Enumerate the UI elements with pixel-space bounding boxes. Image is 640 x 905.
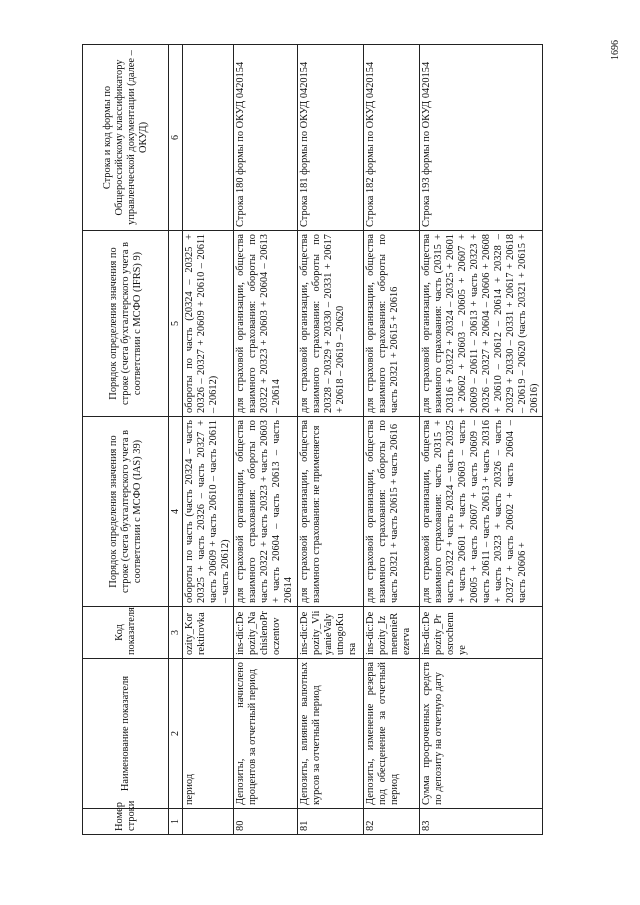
column-number: 2 xyxy=(169,659,183,809)
rotated-table-container xyxy=(82,45,538,835)
column-number: 6 xyxy=(169,45,183,231)
table-row xyxy=(298,45,364,835)
okud-reference: Строка 182 формы по ОКУД 0420154 xyxy=(364,45,420,231)
row-number: 83 xyxy=(420,809,543,835)
indicator-code: ins-dic:Depozity_Prosrochennye xyxy=(420,607,543,659)
row-number: 80 xyxy=(234,809,298,835)
indicator-code: ins-dic:Depozity_VliyanieValyutnogoKursa xyxy=(298,607,364,659)
header-okud-ref: Строка и код формы по Общероссийскому классификатору управленческой документации (далее – ОКУД) xyxy=(83,45,169,231)
indicator-name: Депозиты, начислено процентов за отчетный период xyxy=(234,659,298,809)
column-number-row xyxy=(169,45,183,835)
column-number: 3 xyxy=(169,607,183,659)
header-ifrs9-rule: Порядок определения значения по строке (счета бухгалтерского учета в соответствии с МСФО (IFRS) 9) xyxy=(83,231,169,417)
okud-reference: Строка 180 формы по ОКУД 0420154 xyxy=(234,45,298,231)
ifrs9-rule: для страховой организации, общества взаимного страхования: обороты по 20322 + 20323 + 20603 + 20604 – 20613 – 20614 xyxy=(234,231,298,417)
ias39-rule: для страховой организации, общества взаимного страхования: обороты по часть 20321 + часть 20615 + часть 20616 xyxy=(364,417,420,607)
header-row xyxy=(83,45,169,835)
indicator-name: Сумма просроченных средств по депозиту на отчетную дату xyxy=(420,659,543,809)
okud-reference: Строка 181 формы по ОКУД 0420154 xyxy=(298,45,364,231)
header-ias39-rule: Порядок определения значения по строке (счета бухгалтерского учета в соответствии с МСФО (IAS) 39) xyxy=(83,417,169,607)
indicator-code: ins-dic:Depozity_NachislenoProczentov xyxy=(234,607,298,659)
column-number: 1 xyxy=(169,809,183,835)
okud-reference: Строка 193 формы по ОКУД 0420154 xyxy=(420,45,543,231)
header-indicator-code: Код показателя xyxy=(83,607,169,659)
ifrs9-rule: для страховой организации, общества взаимного страхования: часть (20315 + 20316 + 20322 + 20324 – 20325 + 20601 + 20602 + 20603 – 20605 + 20607 + 20609 – 20611 – 20613 + часть 20323 + 20326 – 20327 + 20604 – 20606 + 20608 + 20610 – 20612 – 20614 + 20328 – 20329 + 20330 – 20331 + 20617 + 20618 – 20619 – 20620 (часть 20321 + 20615 + 20616) xyxy=(420,231,543,417)
ias39-rule: для страховой организации, общества взаимного страхования: не применяется xyxy=(298,417,364,607)
table-row xyxy=(420,45,543,835)
indicator-table xyxy=(82,44,543,835)
ias39-rule: для страховой организации, общества взаимного страхования: обороты по часть 20322 + часть 20323 + часть 20603 + часть 20604 – часть 20613 – часть 20614 xyxy=(234,417,298,607)
table-row xyxy=(183,45,234,835)
indicator-code: ins-dic:Depozity_IzmenenieRezervа xyxy=(364,607,420,659)
indicator-name: Депозиты, влияние валютных курсов за отчетный период xyxy=(298,659,364,809)
page-number: 1696 xyxy=(610,40,621,60)
table-row xyxy=(234,45,298,835)
ifrs9-rule: для страховой организации, общества взаимного страхования: обороты по часть 20321 + 20615 + 20616 xyxy=(364,231,420,417)
ifrs9-rule: для страховой организации, общества взаимного страхования: обороты по 20328 – 20329 + 20330 – 20331 + 20617 + 20618 – 20619 – 20620 xyxy=(298,231,364,417)
table-row xyxy=(364,45,420,835)
header-row-number: Номер строки xyxy=(83,809,169,835)
row-number: 82 xyxy=(364,809,420,835)
ias39-rule: для страховой организации, общества взаимного страхования: часть 20315 + часть 20322 + часть 20324 – часть 20325 + часть 20601 + часть 20603 – часть 20605 + часть 20607 + часть 20609 – часть 20611 – часть 20613 + часть 20316 + часть 20323 + часть 20326 – часть 20327 + часть 20602 + часть 20604 – часть 20606 + xyxy=(420,417,543,607)
column-number: 5 xyxy=(169,231,183,417)
header-indicator-name: Наименование показателя xyxy=(83,659,169,809)
indicator-code: ozity_Korrektirovka xyxy=(183,607,234,659)
indicator-name: Депозиты, изменение резерва под обесценение за отчетный период xyxy=(364,659,420,809)
ifrs9-rule: обороты по часть (20324 – 20325 + 20326 – 20327 + 20609 + 20610 – 20611 – 20612) xyxy=(183,231,234,417)
row-number xyxy=(183,809,234,835)
ias39-rule: обороты по часть (часть 20324 – часть 20325 + часть 20326 – часть 20327 + часть 20609 + часть 20610 – часть 20611 – часть 20612) xyxy=(183,417,234,607)
column-number: 4 xyxy=(169,417,183,607)
indicator-name: период xyxy=(183,659,234,809)
row-number: 81 xyxy=(298,809,364,835)
okud-reference xyxy=(183,45,234,231)
